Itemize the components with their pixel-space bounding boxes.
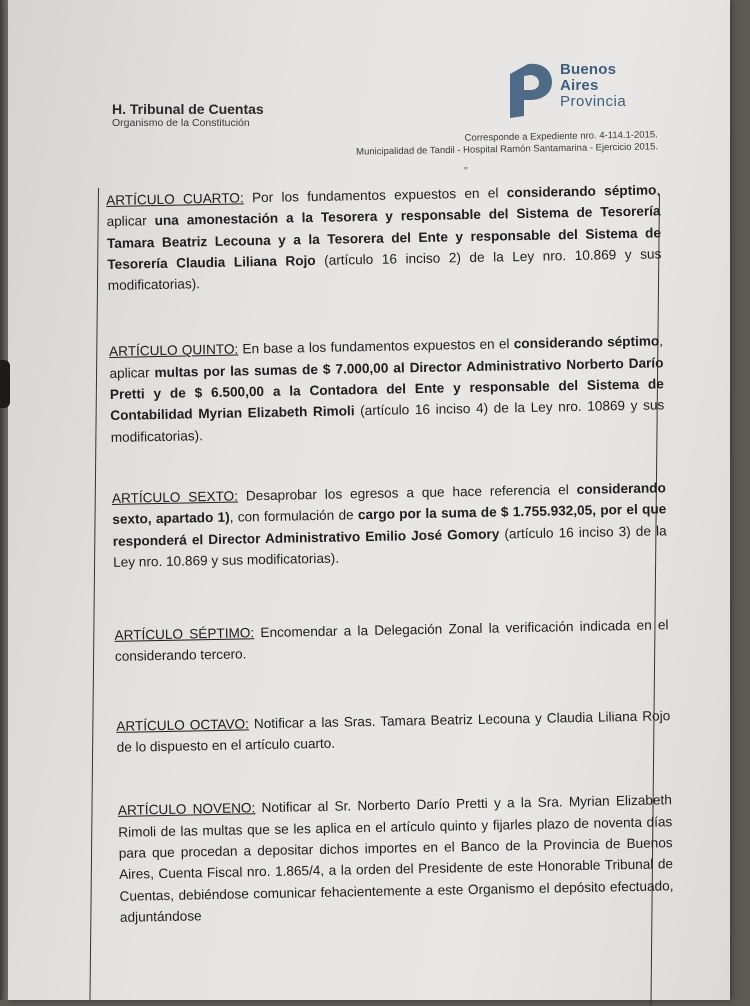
- article-title: ARTÍCULO SEXTO:: [111, 488, 239, 506]
- buenos-aires-logo: [508, 58, 648, 118]
- document-body: [106, 179, 674, 928]
- article-title: ARTÍCULO QUINTO:: [108, 341, 239, 360]
- logo-line-provincia: Provincia: [560, 93, 627, 110]
- organism-subtitle: Organismo de la Constitución: [112, 117, 250, 129]
- article-octavo: ARTÍCULO OCTAVO: Notificar a las Sras. Tamara Beatriz Lecouna y Claudia Liliana Rojo de lo dispuesto en el artículo cuarto.: [116, 708, 671, 755]
- reference-line-1: Corresponde a Expediente nro. 4-114.1-2015.: [464, 129, 658, 144]
- logo-line-buenos: Buenos: [560, 61, 617, 78]
- article-quinto: ARTÍCULO QUINTO: En base a los fundamentos expuestos en el considerando séptimo, aplicar multas por las sumas de $ 7.000,00 al Director Administrativo Norberto Darío Pretti y de $ 6.500,00 a la Contadora del Ente y responsable del Sistema de Contabilidad Myrian Elizabeth Rimoli (artículo 16 inciso 4) de la Ley nro. 10869 y sus modificatorias).: [108, 333, 665, 445]
- article-septimo: ARTÍCULO SÉPTIMO: Encomendar a la Delegación Zonal la verificación indicada en el considerando tercero.: [114, 617, 669, 665]
- article-cuarto: ARTÍCULO CUARTO: Por los fundamentos expuestos en el considerando séptimo, aplicar una amonestación a la Tesorera y responsable del Sistema de Tesorería Tamara Beatriz Lecouna y a la Tesorera del Ente y responsable del Sistema de Tesorería Claudia Liliana Rojo (artículo 16 inciso 2) de la Ley nro. 10.869 y sus modificatorias).: [106, 182, 662, 294]
- article-title: ARTÍCULO SÉPTIMO:: [114, 625, 255, 644]
- reference-line-2: Municipalidad de Tandil - Hospital Ramón Santamarina - Ejercicio 2015.: [356, 141, 659, 158]
- organism-header: [112, 101, 264, 129]
- article-noveno: ARTÍCULO NOVENO: Notificar al Sr. Norberto Darío Pretti y a la Sra. Myrian Elizabeth Rimoli de las multas que se les aplica en el artículo quinto y fijarles plazo de noventa días para que procedan a depositar dichos importes en el Banco de la Provincia de Buenos Aires, Cuenta Fiscal nro. 1.865/4, a la orden del Presidente de este Honorable Tribunal de Cuentas, debiéndose comunicar fehacientemente a este Organismo el depósito efectuado, adjuntándose: [117, 792, 674, 925]
- provincia-p-icon: [508, 60, 554, 118]
- binder-clip: [0, 360, 10, 408]
- logo-line-aires: Aires: [560, 77, 599, 94]
- organism-name: H. Tribunal de Cuentas: [112, 101, 264, 117]
- article-sexto: ARTÍCULO SEXTO: Desaprobar los egresos a que hace referencia el considerando sexto, apartado 1), con formulación de cargo por la suma de $ 1.755.932,05, por el que responderá el Director Administrativo Emilio José Gomory (artículo 16 inciso 3) de la Ley nro. 10.869 y sus modificatorias).: [111, 480, 667, 570]
- article-title: ARTÍCULO CUARTO:: [106, 190, 244, 208]
- article-title: ARTÍCULO NOVENO:: [117, 800, 256, 819]
- article-title: ARTÍCULO OCTAVO:: [116, 716, 250, 734]
- background-edge: [0, 0, 8, 1000]
- handwritten-tick: ": [464, 166, 468, 177]
